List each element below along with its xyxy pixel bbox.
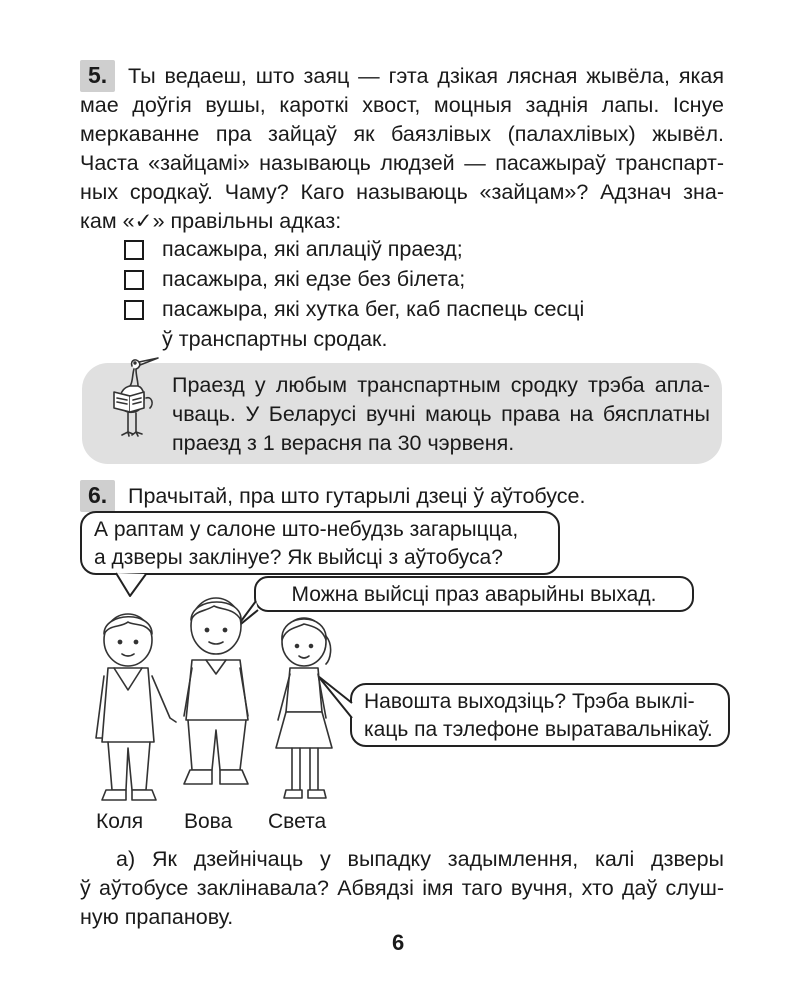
- task6-number: 6.: [80, 480, 115, 512]
- stork-reading-icon: [96, 356, 166, 440]
- task5-line-6: кам «✓» правільны адказ:: [80, 209, 342, 233]
- bubble1-line-2: а дзверы заклінуе? Як выйсці з аўтобуса?: [94, 546, 503, 569]
- task5-line-1: Ты ведаеш, што заяц — гэта дзікая лясная жывёла, якая: [128, 64, 724, 88]
- question-line-2: ў аўтобусе заклінавала? Абвядзі імя таго вучня, хто даў слуш-: [80, 876, 724, 900]
- task5-line-4: Часта «зайцамі» называюць людзей — пасажыраў транспарт-: [80, 151, 724, 175]
- name-kolya[interactable]: Коля: [96, 810, 144, 833]
- task6-intro: Прачытай, пра што гутарылі дзеці ў аўтобусе.: [128, 484, 586, 508]
- bubble3-line-1: Навошта выходзіць? Трэба выклі-: [364, 690, 695, 713]
- note-line-3: праезд з 1 верасня па 30 чэрвеня.: [172, 431, 515, 455]
- answer-option-3-continued: ў транспартны сродак.: [162, 327, 388, 351]
- bubble1-line-1: А раптам у салоне што-небудзь загарыцца,: [94, 518, 519, 541]
- children-illustration: [0, 560, 786, 810]
- answer-checkbox-1[interactable]: [124, 240, 144, 260]
- page-number: 6: [392, 930, 405, 955]
- note-line-1: Праезд у любым транспартным сродку трэба апла-: [172, 373, 710, 397]
- name-vova[interactable]: Вова: [184, 810, 233, 833]
- bubble2-line-1: Можна выйсці праз аварыйны выхад.: [291, 583, 657, 606]
- answer-option-2: пасажыра, які едзе без білета;: [162, 267, 466, 291]
- task5-line-2: мае доўгія вушы, кароткі хвост, моцныя заднія лапы. Існуе: [80, 93, 724, 117]
- answer-checkbox-3[interactable]: [124, 300, 144, 320]
- name-sveta[interactable]: Света: [268, 810, 327, 833]
- question-line-3: ную прапанову.: [80, 905, 234, 929]
- task5-number: 5.: [80, 60, 115, 92]
- answer-option-3: пасажыра, які хутка бег, каб паспець сесці: [162, 297, 585, 321]
- note-line-2: чваць. У Беларусі вучні маюць права на бясплатны: [172, 402, 710, 426]
- answer-option-1: пасажыра, які аплаціў праезд;: [162, 237, 463, 261]
- task5-line-3: меркаванне пра зайцаў як баязлівых (палахлівых) жывёл.: [80, 122, 724, 146]
- question-line-1: а) Як дзейнічаць у выпадку задымлення, калі дзверы: [116, 847, 724, 871]
- task5-line-5: ных сродкаў. Чаму? Каго называюць «зайцам»? Адзнач зна-: [80, 180, 724, 204]
- bubble3-line-2: каць па тэлефоне выратавальнікаў.: [364, 718, 713, 741]
- answer-checkbox-2[interactable]: [124, 270, 144, 290]
